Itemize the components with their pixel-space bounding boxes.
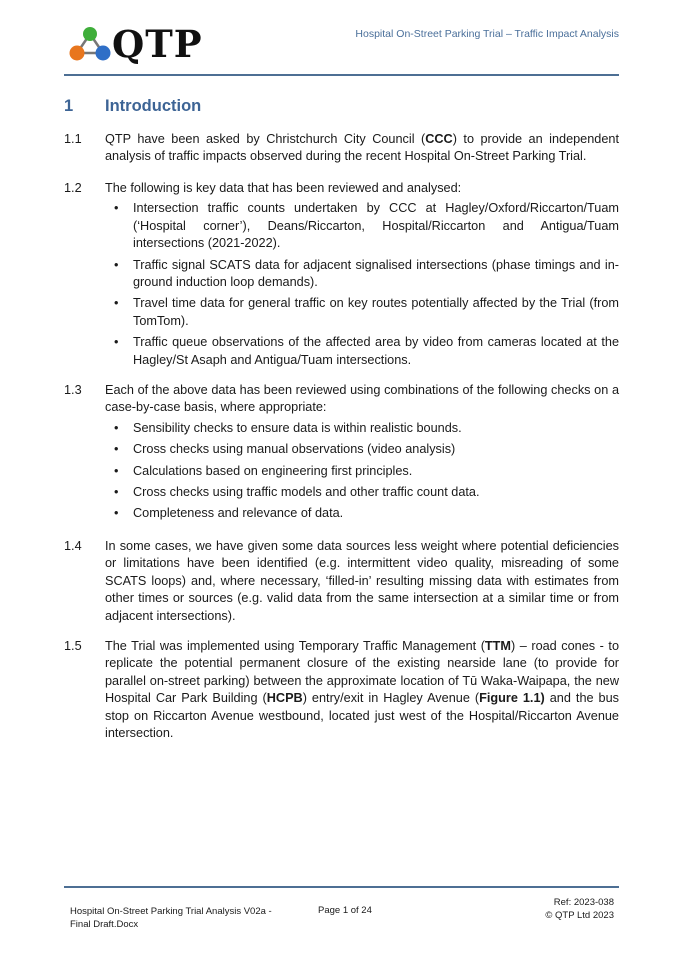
bullet-dot: • [114,335,119,350]
bullet-dot: • [114,463,119,478]
list-item-text: Travel time data for general traffic on key routes potentially affected by the Trial (from TomTom). [133,296,619,328]
paragraph-1-5 [64,638,619,742]
footer-ref-block [545,897,614,922]
bullet-dot: • [114,420,119,435]
bold-term: HCPB [266,691,303,706]
bold-term: CCC [425,132,453,146]
list-item-text: Sensibility checks to ensure data is within realistic bounds. [133,420,462,435]
list-item [105,334,619,369]
list-item [105,420,619,437]
paragraph-number: 1.5 [64,639,82,653]
list-item-text: Cross checks using traffic models and other traffic count data. [133,485,480,500]
paragraph-text [105,638,619,742]
text-run: ) entry/exit in Hagley Avenue ( [302,691,480,706]
footer-page-number: Page 1 of 24 [318,905,372,916]
header-rule [64,74,619,76]
list-item-text: Completeness and relevance of data. [133,506,344,521]
list-item-text: Calculations based on engineering first principles. [133,463,413,478]
text-run: ) to provide an independent analysis of traffic impacts observed during the recent Hospital On-Street Parking Trial. [105,132,619,164]
list-item [105,505,619,522]
list-item-text: Intersection traffic counts undertaken by CCC at Hagley/Oxford/Riccarton/Tuam (‘Hospital corner’), Deans/Riccarton, Hospital/Riccarton and Antigua/Tuam intersections (2021-2022). [133,201,619,251]
section-title: Introduction [105,97,202,115]
list-item [105,295,619,330]
list-item [105,441,619,458]
bullet-dot: • [114,296,119,311]
paragraph-1-4 [64,538,619,625]
text-run: ) – road cones - to replicate the potential permanent closure of the existing nearside lane (to provide for parallel on-street parking) between the approximate location of Tū Waka-Waipapa, the new Hospital Car Park Building ( [105,639,619,706]
qtp-logo [68,24,218,66]
paragraph-text: Each of the above data has been reviewed using combinations of the following checks on a case-by-case basis, where appropriate: [105,383,619,415]
bullet-dot: • [114,201,119,216]
text-run: QTP have been asked by Christchurch City Council ( [105,132,426,146]
footer-rule [64,886,619,888]
qtp-molecule-icon [68,24,112,64]
list-item [105,200,619,252]
bullet-list [105,420,619,523]
bullet-dot: • [114,485,119,500]
text-run: and the bus stop on Riccarton Avenue westbound, located just west of the Hospital/Riccarton Avenue intersection. [105,691,620,741]
paragraph-1-2 [64,180,619,373]
header-title: Hospital On-Street Parking Trial – Traffic Impact Analysis [355,28,619,40]
paragraph-number: 1.1 [64,132,82,146]
text-run: The Trial was implemented using Temporary Traffic Management ( [105,639,485,653]
paragraph-text [105,131,619,166]
bold-term: TTM [484,639,511,653]
paragraph-1-3 [64,382,619,527]
paragraph-1-1 [64,131,619,166]
list-item [105,484,619,501]
paragraph-number: 1.2 [64,181,82,195]
logo-text: QTP [112,22,203,66]
paragraph-number: 1.4 [64,539,82,553]
list-item-text: Cross checks using manual observations (video analysis) [133,442,456,457]
figure-reference: Figure 1.1) [479,691,545,706]
bullet-dot: • [114,442,119,457]
paragraph-text: In some cases, we have given some data sources less weight where potential deficiencies or limitations have been identified (e.g. intermittent video quality, misreading of some SCATS loops) and, where necessary, ‘filled-in’ resulting missing data with estimates from other times or sources (e.g. valid data from the same intersection at a similar time or from adjacent intersections). [105,539,619,623]
footer-ref: Ref: 2023-038 [553,897,614,908]
list-item [105,463,619,480]
list-item [105,257,619,292]
bullet-dot: • [114,506,119,521]
bullet-list [105,200,619,369]
paragraph-text: The following is key data that has been reviewed and analysed: [105,181,462,195]
list-item-text: Traffic queue observations of the affected area by video from cameras located at the Hagley/St Asaph and Antigua/Tuam intersections. [133,335,619,367]
bullet-dot: • [114,257,119,272]
paragraph-number: 1.3 [64,383,82,397]
footer-copyright: © QTP Ltd 2023 [545,909,614,921]
section-number: 1 [64,97,74,115]
footer-doc-name: Hospital On-Street Parking Trial Analysis V02a - Final Draft.Docx [70,906,272,930]
section-heading [64,97,201,116]
list-item-text: Traffic signal SCATS data for adjacent signalised intersections (phase timings and in-ground induction loop demands). [133,257,619,290]
